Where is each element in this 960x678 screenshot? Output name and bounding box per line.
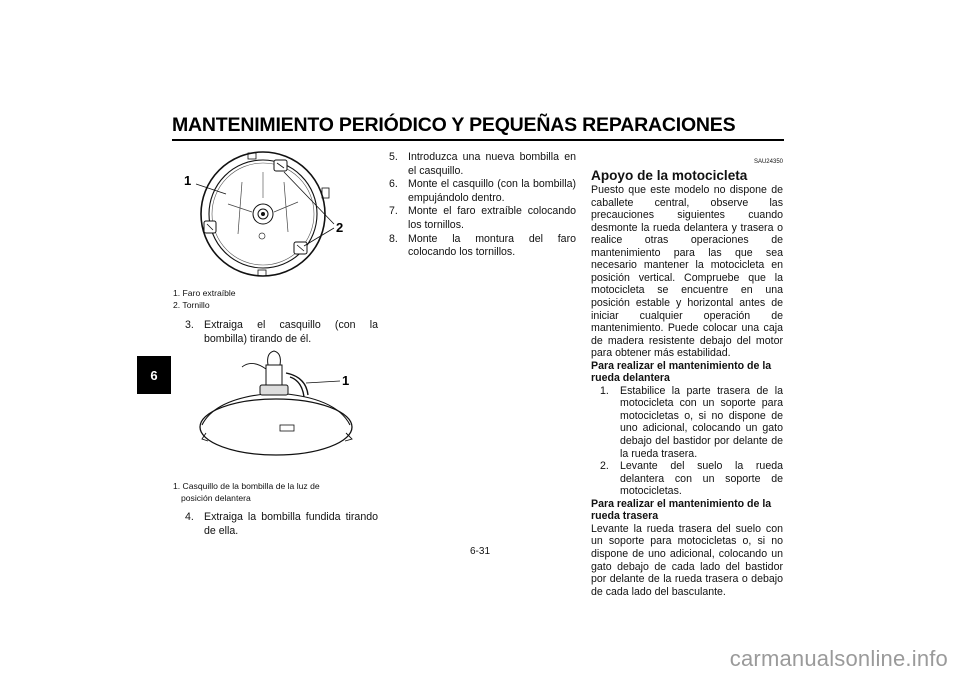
step-list-col1-a bbox=[185, 319, 378, 346]
step-text: Extraiga el casquillo (con la bombilla) tirando de él. bbox=[204, 319, 378, 345]
headlight-back-figure bbox=[196, 347, 360, 465]
list-item bbox=[185, 511, 378, 538]
step-text: Levante del suelo la rueda delantera con un soporte de motocicletas. bbox=[620, 460, 783, 498]
step-text: Introduzca una nueva bombilla en el casquillo. bbox=[408, 151, 576, 177]
headlight-front-figure bbox=[176, 148, 354, 286]
step-text: Extraiga la bombilla fundida tirando de ella. bbox=[204, 511, 378, 537]
list-item bbox=[389, 178, 576, 205]
step-list-col2 bbox=[389, 151, 576, 260]
motorcycle-support-section bbox=[591, 156, 783, 598]
step-list-col1-b bbox=[185, 511, 378, 538]
step-number: 1. bbox=[600, 384, 609, 397]
step-text: Monte la montura del faro colocando los tornillos. bbox=[408, 232, 576, 259]
list-item bbox=[600, 460, 783, 498]
section-heading: Apoyo de la motocicleta bbox=[591, 167, 748, 183]
rear-wheel-heading: Para realizar el mantenimiento de la rueda trasera bbox=[591, 497, 772, 523]
section-code: SAU24350 bbox=[753, 159, 783, 165]
caption-line: posición delantera bbox=[181, 492, 251, 503]
step-number: 8. bbox=[389, 232, 398, 245]
page-title: MANTENIMIENTO PERIÓDICO Y PEQUEÑAS REPARACIONES bbox=[172, 114, 736, 136]
step-number: 3. bbox=[185, 319, 194, 331]
step-text: Estabilice la parte trasera de la motocicleta con un soporte para motocicletas o, si no dispone de uno adicional, colocando un gato debajo del bastidor por delante de la rueda trasera. bbox=[620, 384, 783, 460]
figure1-callout-2: 2 bbox=[336, 220, 344, 235]
list-item bbox=[185, 319, 378, 346]
chapter-tab: 6 bbox=[137, 356, 171, 394]
figure1-callout-1: 1 bbox=[184, 173, 192, 188]
front-wheel-steps bbox=[591, 385, 783, 498]
list-item bbox=[389, 205, 576, 232]
list-item bbox=[389, 233, 576, 260]
section-intro: Puesto que este modelo no dispone de caballete central, observe las precauciones siguientes cuando desmonte la rueda delantera y trasera o realice otras operaciones de mantenimiento para las que sea necesario mantener la motocicleta en posición vertical. Compruebe que la motocicleta se encuentre en una posición estable y horizontal antes de iniciar cualquier operación de mantenimiento. Puede colocar una caja de madera resistente debajo del motor para obtener más estabilidad. bbox=[591, 184, 783, 360]
watermark: carmanualsonline.info bbox=[729, 646, 948, 671]
list-item bbox=[600, 385, 783, 460]
figure2-caption bbox=[173, 481, 320, 504]
figure2-callout-1: 1 bbox=[342, 373, 350, 388]
rear-wheel-text: Levante la rueda trasera del suelo con un soporte para motocicletas o, si no dispone de uno adicional, colocando un gato debajo de cada lado del bastidor por delante de la rueda trasera o debajo de cada lado del basculante. bbox=[591, 522, 783, 598]
step-text: Monte el faro extraíble colocando los tornillos. bbox=[408, 205, 576, 231]
figure1-caption bbox=[173, 288, 236, 311]
caption-line: 1. Faro extraíble bbox=[173, 288, 236, 298]
step-number: 6. bbox=[389, 178, 398, 191]
caption-line: 1. Casquillo de la bombilla de la luz de bbox=[173, 481, 320, 491]
front-wheel-heading: Para realizar el mantenimiento de la rueda delantera bbox=[591, 359, 772, 385]
step-number: 2. bbox=[600, 460, 609, 473]
caption-line: 2. Tornillo bbox=[173, 299, 210, 310]
title-divider bbox=[172, 139, 784, 141]
step-number: 7. bbox=[389, 205, 398, 218]
step-text: Monte el casquillo (con la bombilla) empujándolo dentro. bbox=[408, 178, 576, 204]
step-number: 5. bbox=[389, 151, 398, 163]
list-item bbox=[389, 151, 576, 178]
step-number: 4. bbox=[185, 511, 194, 523]
page-number: 6-31 bbox=[469, 546, 490, 557]
